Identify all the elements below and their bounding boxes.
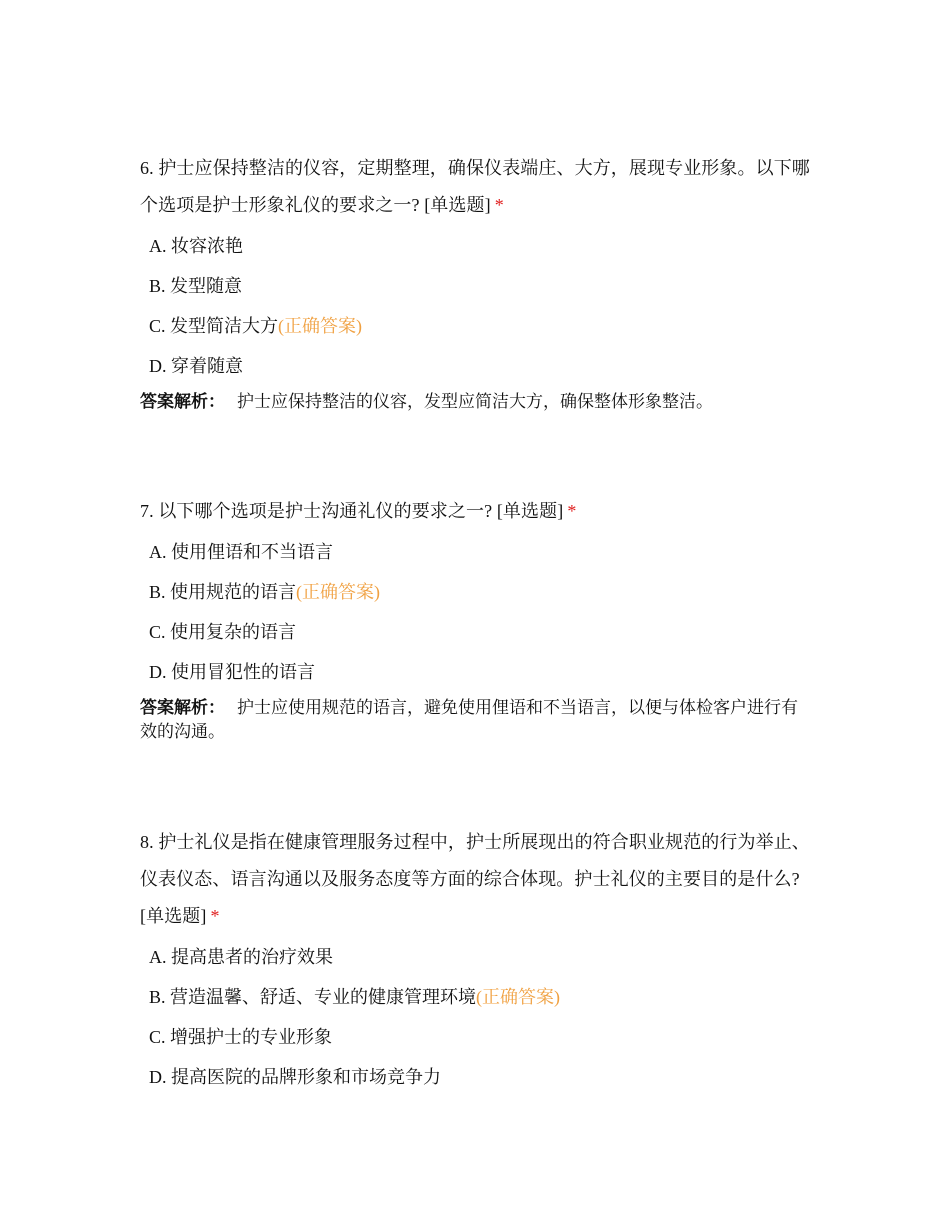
option-text: 妆容浓艳 xyxy=(171,236,243,256)
question-number: 7. xyxy=(140,501,154,521)
option-c[interactable] xyxy=(140,1023,820,1063)
correct-answer-tag: (正确答案) xyxy=(476,987,561,1007)
option-letter: A. xyxy=(149,236,167,256)
option-text: 提高医院的品牌形象和市场竞争力 xyxy=(171,1067,441,1087)
analysis-text: 护士应保持整洁的仪容，发型应简洁大方，确保整体形象整洁。 xyxy=(237,392,713,412)
option-text: 营造温馨、舒适、专业的健康管理环境 xyxy=(170,987,477,1007)
question-8 xyxy=(140,824,820,1103)
correct-answer-tag: (正确答案) xyxy=(296,582,381,602)
option-b[interactable] xyxy=(140,272,820,312)
option-text: 使用规范的语言 xyxy=(170,582,297,602)
question-title xyxy=(140,824,820,935)
question-type: [单选题] xyxy=(140,906,207,926)
option-list xyxy=(140,943,820,1103)
option-d[interactable] xyxy=(140,352,820,392)
question-title xyxy=(140,493,820,530)
question-number: 6. xyxy=(140,158,154,178)
option-d[interactable] xyxy=(140,1063,820,1103)
option-letter: B. xyxy=(149,582,166,602)
option-letter: D. xyxy=(149,356,167,376)
option-letter: D. xyxy=(149,1067,167,1087)
question-text: 护士礼仪是指在健康管理服务过程中，护士所展现出的符合职业规范的行为举止、仪表仪态、语言沟通以及服务态度等方面的综合体现。护士礼仪的主要目的是什么? xyxy=(140,832,810,889)
option-text: 穿着随意 xyxy=(171,356,243,376)
required-mark: * xyxy=(567,501,577,521)
option-text: 发型随意 xyxy=(170,276,243,296)
option-list xyxy=(140,232,820,392)
answer-analysis xyxy=(140,696,805,744)
option-letter: A. xyxy=(149,542,167,562)
option-c[interactable] xyxy=(140,618,820,658)
question-7 xyxy=(140,493,820,744)
option-text: 使用冒犯性的语言 xyxy=(171,662,315,682)
required-mark: * xyxy=(494,195,504,215)
question-type: [单选题] xyxy=(496,501,564,521)
option-b[interactable] xyxy=(140,578,820,618)
question-number: 8. xyxy=(140,832,154,852)
option-text: 使用复杂的语言 xyxy=(170,622,297,642)
option-text: 提高患者的治疗效果 xyxy=(171,947,333,967)
analysis-label: 答案解析： xyxy=(140,392,225,412)
question-text: 护士应保持整洁的仪容，定期整理，确保仪表端庄、大方，展现专业形象。以下哪个选项是护士形象礼仪的要求之一? xyxy=(140,158,810,215)
question-type: [单选题] xyxy=(424,195,491,215)
option-d[interactable] xyxy=(140,658,820,698)
option-letter: C. xyxy=(149,316,166,336)
analysis-label: 答案解析： xyxy=(140,698,225,718)
option-list xyxy=(140,538,820,698)
option-text: 发型简洁大方 xyxy=(170,316,279,336)
answer-analysis xyxy=(140,390,820,414)
required-mark: * xyxy=(210,906,220,926)
option-letter: B. xyxy=(149,987,166,1007)
option-letter: C. xyxy=(149,622,166,642)
option-a[interactable] xyxy=(140,943,820,983)
option-c[interactable] xyxy=(140,312,820,352)
question-6 xyxy=(140,150,820,414)
option-letter: C. xyxy=(149,1027,166,1047)
option-letter: D. xyxy=(149,662,167,682)
option-b[interactable] xyxy=(140,983,820,1023)
option-letter: B. xyxy=(149,276,166,296)
option-letter: A. xyxy=(149,947,167,967)
question-text: 以下哪个选项是护士沟通礼仪的要求之一? xyxy=(158,501,493,521)
correct-answer-tag: (正确答案) xyxy=(278,316,363,336)
option-text: 增强护士的专业形象 xyxy=(170,1027,333,1047)
option-a[interactable] xyxy=(140,538,820,578)
option-text: 使用俚语和不当语言 xyxy=(171,542,333,562)
question-title xyxy=(140,150,820,224)
analysis-text: 护士应使用规范的语言，避免使用俚语和不当语言，以便与体检客户进行有效的沟通。 xyxy=(140,698,798,742)
option-a[interactable] xyxy=(140,232,820,272)
